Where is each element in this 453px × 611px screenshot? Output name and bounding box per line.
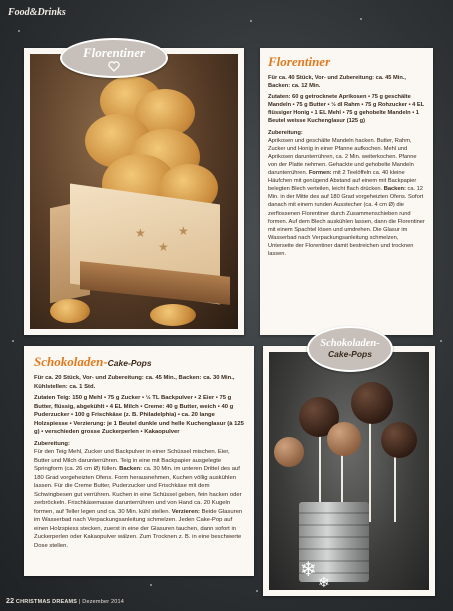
background-speck <box>440 340 442 342</box>
cakepops-photo <box>269 348 429 590</box>
heart-icon <box>108 61 120 72</box>
background-speck <box>12 340 14 342</box>
florentiner-photo <box>30 54 238 329</box>
page-number: 22 <box>6 598 15 605</box>
badge-title: Schokoladen- <box>320 338 380 350</box>
background-speck <box>250 20 252 22</box>
cake-pop <box>351 382 393 424</box>
background-speck <box>18 30 20 32</box>
magazine-name: CHRISTMAS DREAMS <box>15 599 78 605</box>
snowflake-icon: ❄ <box>300 559 317 581</box>
recipe-yield: Für ca. 20 Stück, Vor- und Zubereitung: ca. 45 Min., Backen: ca. 30 Min., Kühlstellen: ca. 1 Std. <box>34 375 235 390</box>
recipe-preparation: Zubereitung: Aprikosen und geschälte Mandeln hacken. Butter, Rahm, Zucker und Honig in einer Pfanne aufkochen. Mehl und Aprikosen darunterrühren, ca. 2 Min. weiterkochen. Pfanne von der Platte nehmen. Gehackte und gehobelte Mandeln darunterrühren. Formen: mit 2 Teelöffeln ca. 40 kleine Häufchen mit genügend Abstand auf einem mit Backpapier belegten Blech verteilen, leicht flach drücken. Backen: ca. 12 Min. in der Mitte des auf 180 Grad vorgeheizten Ofens. Sofort danach mit einem runden Ausstecher (ca. 4 cm Ø) die zerflossenen Florentiner durch Zusammenschieben rund formen. Auf dem Blech auskühlen lassen, dann die Florentiner mit einem Spachtel lösen und umdrehen. Die Glasur im Wasserbad nach Verpackungsanleitung schmelzen, Unterseite der Florentiner damit bestreichen und trocknen lassen. <box>268 129 425 257</box>
section-header: Food&Drinks <box>8 7 66 18</box>
cakepops-photo-card <box>263 346 435 596</box>
cake-pop <box>381 422 417 458</box>
recipe-ingredients: Zutaten: 60 g getrocknete Aprikosen • 75 g geschälte Mandeln • 75 g Butter • ½ dl Rahm • 75 g Rohzucker • 4 EL flüssiger Honig • 1 EL Mehl • 75 g gehobelte Mandeln • 1 Beutel weisse Kuchenglasur (125 g) <box>268 94 425 125</box>
star-icon: ★ <box>158 240 169 254</box>
cakepops-recipe-card <box>24 346 254 576</box>
cake-pop <box>274 437 304 467</box>
cakepops-title-badge <box>307 326 393 372</box>
recipe-title: Schokoladen-Cake-Pops <box>34 354 152 369</box>
cookie <box>150 304 196 326</box>
cookie <box>50 299 90 323</box>
cake-pop <box>327 422 361 456</box>
florentiner-title-badge <box>60 38 168 78</box>
recipe-preparation: Zubereitung: Für den Teig Mehl, Zucker und Backpulver in einer Schüssel mischen. Eier, Butter und Milch darunterrühren. Teig in eine mit Backpapier ausgelegte Springform (ca. 26 cm Ø) füllen. Backen: ca. 30 Min. im unteren Drittel des auf 180 Grad vorgeheizten Ofens. Form herausnehmen, Kuchen völlig auskühlen lassen. Für die Creme Butter, Puderzucker und Frischkäse mit dem Schwingbesen gut verrühren. Kuchen in eine Schüssel geben, fein hacken oder zerbröckeln. Frischkäsemasse darunterrühren und von Hand ca. 20 Kugeln formen, auf Teller legen und ca. 30 Min. kühl stellen. Verzieren: Beide Glasuren im Wasserbad nach Verpackungsanleitung schmelzen. Jeden Cake-Pop auf einen Holzspiess stecken, zuerst in eine der Glasuren tauchen, dann sofort in Zuckerperlen oder Kakaopulver wälzen. Zum Trocknen z. B. in eine beschwerte Dose stellen. <box>34 440 243 549</box>
badge-title: Florentiner <box>82 44 146 60</box>
background-speck <box>256 590 258 592</box>
star-icon: ★ <box>135 226 146 240</box>
stick <box>369 412 371 522</box>
issue-date: Dezember 2014 <box>82 599 125 605</box>
snowflake-icon: ❄ <box>318 574 330 590</box>
recipe-yield: Für ca. 40 Stück, Vor- und Zubereitung: ca. 45 Min., Backen: ca. 12 Min. <box>268 75 406 90</box>
background-speck <box>150 584 152 586</box>
star-icon: ★ <box>178 224 189 238</box>
florentiner-recipe-card <box>260 48 433 335</box>
badge-subtitle: Cake-Pops <box>328 348 372 359</box>
recipe-title: Florentiner <box>268 54 331 69</box>
recipe-ingredients: Zutaten Teig: 150 g Mehl • 75 g Zucker • ½ TL Backpulver • 2 Eier • 75 g Butter, flüssig, abgekühlt • 4 EL Milch • Creme: 40 g Butter, weich • 40 g Puderzucker • 100 g Frischkäse (z. B. Philadelphia) • ca. 20 lange Holzspiesse • Verzierung: je 1 Beutel dunkle und helle Kuchenglasur (à 125 g) • verschieden grosse Zuckerperlen • Kakaopulver <box>34 395 244 435</box>
background-speck <box>360 18 362 20</box>
florentiner-photo-card <box>24 48 244 335</box>
page-footer: 22 CHRISTMAS DREAMS | Dezember 2014 <box>6 598 125 605</box>
